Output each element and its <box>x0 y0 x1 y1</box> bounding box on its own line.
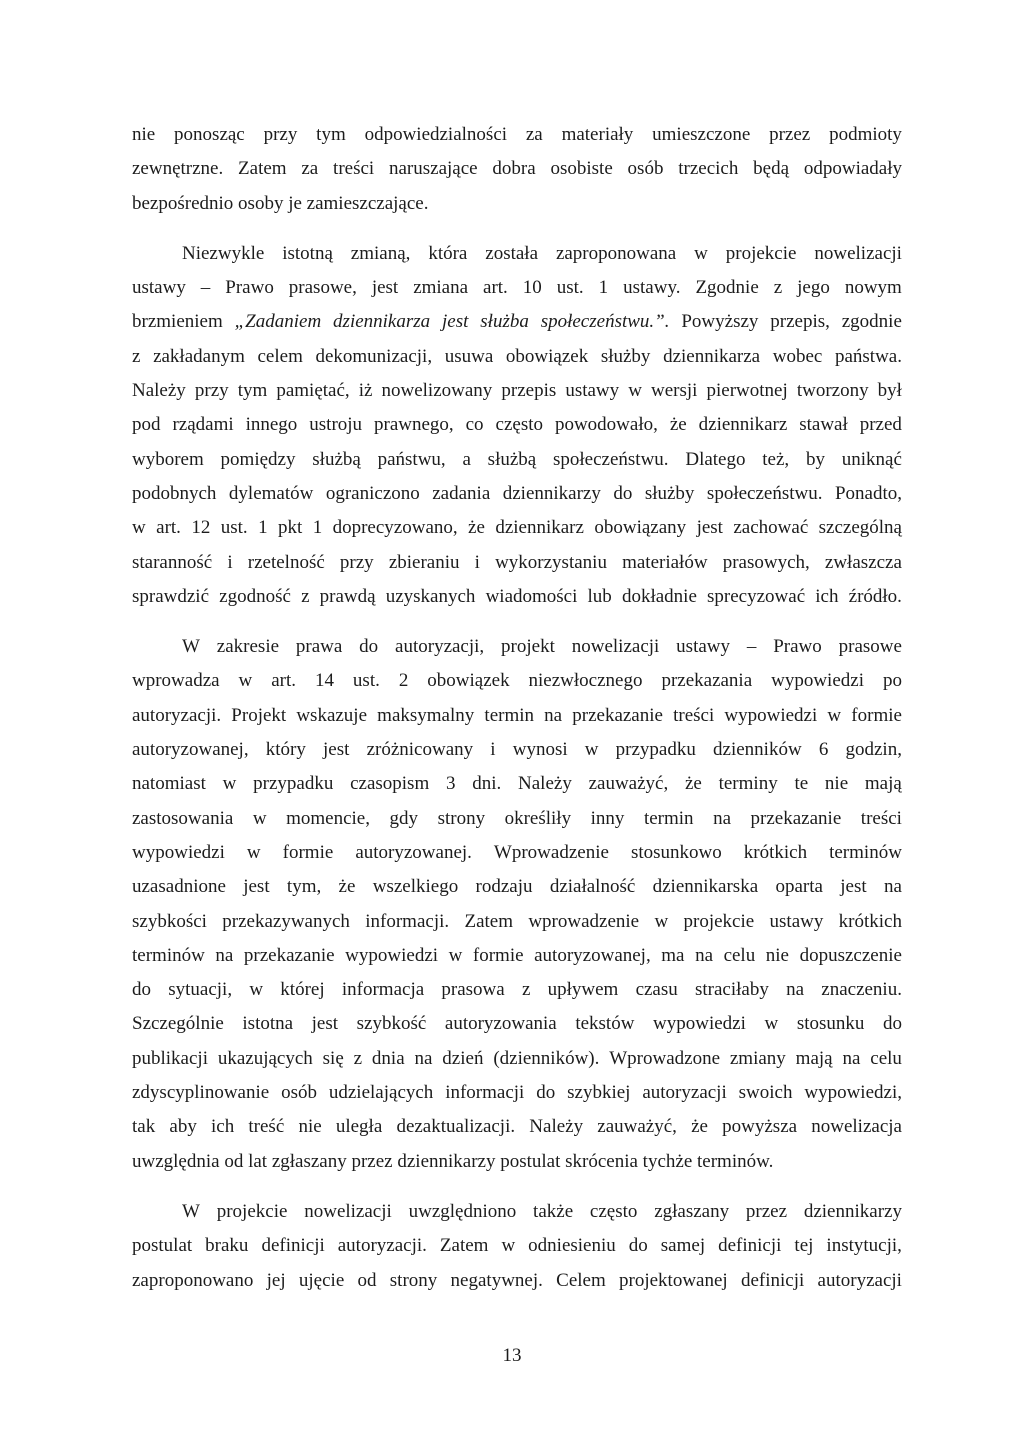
text-line: terminów na przekazanie wypowiedzi w formie autoryzowanej, ma na celu nie dopuszczenie <box>132 944 902 966</box>
text-line: wyborem pomiędzy służbą państwu, a służbą społeczeństwu. Dlatego też, by uniknąć <box>132 448 902 470</box>
text-line: zewnętrzne. Zatem za treści naruszające dobra osobiste osób trzecich będą odpowiadały <box>132 158 902 180</box>
text-line: nie ponosząc przy tym odpowiedzialności za materiały umieszczone przez podmioty <box>132 124 902 145</box>
text-line: szybkości przekazywanych informacji. Zatem wprowadzenie w projekcie ustawy krótkich <box>132 910 902 932</box>
text-line: publikacji ukazujących się z dnia na dzień (dzienników). Wprowadzone zmiany mają na celu <box>132 1047 902 1069</box>
text-line: Niezwykle istotną zmianą, która została zaproponowana w projekcie nowelizacji <box>182 242 902 264</box>
text-line: zdyscyplinowanie osób udzielających informacji do szybkiej autoryzacji swoich wypowiedzi, <box>132 1082 902 1104</box>
text-line: autoryzacji. Projekt wskazuje maksymalny termin na przekazanie treści wypowiedzi w formie <box>132 704 902 726</box>
text-line: uwzględnia od lat zgłaszany przez dziennikarzy postulat skrócenia tychże terminów. <box>132 1150 774 1172</box>
text-line: zastosowania w momencie, gdy strony określiły inny termin na przekazanie treści <box>132 807 902 829</box>
text-line: pod rządami innego ustroju prawnego, co często powodowało, że dziennikarz stawał przed <box>132 414 902 436</box>
paragraph-gap <box>132 221 902 237</box>
text-line: staranność i rzetelność przy zbieraniu i wykorzystaniu materiałów prasowych, zwłaszcza <box>132 551 902 573</box>
text-line: zaproponowano jej ujęcie od strony negatywnej. Celem projektowanej definicji autoryzacji <box>132 1269 902 1291</box>
text-line: tak aby ich treść nie uległa dezaktualizacji. Należy zauważyć, że powyższa nowelizacja <box>132 1116 902 1138</box>
text-line: Należy przy tym pamiętać, iż nowelizowany przepis ustawy w wersji pierwotnej tworzony był <box>132 380 902 402</box>
text-line: brzmieniem „Zadaniem dziennikarza jest służba społeczeństwu.”. Powyższy przepis, zgodnie <box>132 311 902 333</box>
text-line: uzasadnione jest tym, że wszelkiego rodzaju działalność dziennikarska oparta jest na <box>132 876 902 898</box>
paragraph <box>132 118 902 221</box>
text-line: bezpośrednio osoby je zamieszczające. <box>132 192 429 214</box>
body-text <box>132 118 902 1298</box>
paragraph-gap <box>132 1179 902 1195</box>
page-number: 13 <box>502 1345 522 1366</box>
text-line: W zakresie prawa do autoryzacji, projekt nowelizacji ustawy – Prawo prasowe <box>182 636 902 658</box>
text-line: autoryzowanej, który jest zróżnicowany i wynosi w przypadku dzienników 6 godzin, <box>132 739 902 761</box>
paragraph-gap <box>132 614 902 630</box>
paragraph <box>132 1195 902 1298</box>
text-line: w art. 12 ust. 1 pkt 1 doprecyzowano, że dziennikarz obowiązany jest zachować szczególną <box>132 517 902 539</box>
text-line: Szczególnie istotna jest szybkość autoryzowania tekstów wypowiedzi w stosunku do <box>132 1013 902 1035</box>
text-line: wprowadza w art. 14 ust. 2 obowiązek niezwłocznego przekazania wypowiedzi po <box>132 670 902 692</box>
paragraph <box>132 237 902 614</box>
text-line: podobnych dylematów ograniczono zadania dziennikarzy do służby społeczeństwu. Ponadto, <box>132 482 902 504</box>
text-line: z zakładanym celem dekomunizacji, usuwa obowiązek służby dziennikarza wobec państwa. <box>132 345 902 367</box>
text-line: ustawy – Prawo prasowe, jest zmiana art. 10 ust. 1 ustawy. Zgodnie z jego nowym <box>132 277 902 299</box>
text-line: wypowiedzi w formie autoryzowanej. Wprowadzenie stosunkowo krótkich terminów <box>132 841 902 863</box>
text-line: do sytuacji, w której informacja prasowa z upływem czasu straciłaby na znaczeniu. <box>132 979 902 1001</box>
text-line: sprawdzić zgodność z prawdą uzyskanych wiadomości lub dokładnie sprecyzować ich źródło. <box>132 585 902 607</box>
text-line: natomiast w przypadku czasopism 3 dni. Należy zauważyć, że terminy te nie mają <box>132 773 902 795</box>
paragraph <box>132 630 902 1179</box>
text-line: postulat braku definicji autoryzacji. Zatem w odniesieniu do samej definicji tej instytucji, <box>132 1235 902 1257</box>
text-line: W projekcie nowelizacji uwzględniono także często zgłaszany przez dziennikarzy <box>182 1200 902 1222</box>
